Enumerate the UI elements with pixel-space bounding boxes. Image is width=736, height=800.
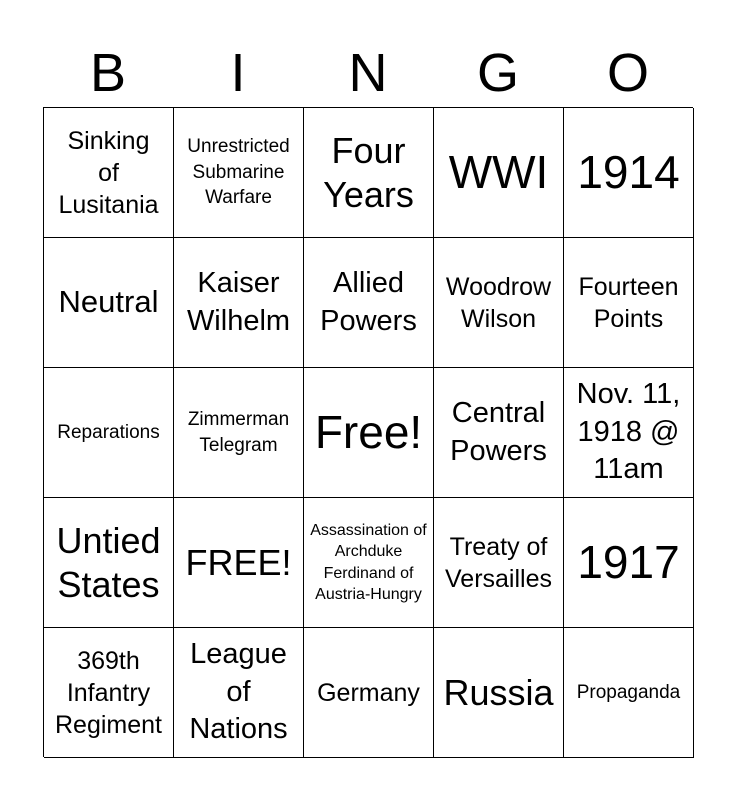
bingo-cell[interactable] (174, 108, 304, 238)
bingo-cell[interactable] (564, 368, 694, 498)
bingo-cell[interactable] (44, 498, 174, 628)
header-letter-n: N (348, 43, 388, 103)
cell-text: Fourteen Points (578, 272, 679, 333)
bingo-cell[interactable] (434, 498, 564, 628)
cell-text: Four Years (323, 130, 414, 215)
bingo-cell[interactable] (44, 108, 174, 238)
cell-text: League of Nations (189, 637, 288, 746)
cell-text: 369th Infantry Regiment (55, 646, 162, 739)
cell-text: Germany (317, 678, 420, 707)
bingo-cell[interactable] (434, 368, 564, 498)
cell-text: Woodrow Wilson (445, 272, 552, 333)
header-letter-g: G (476, 43, 519, 103)
bingo-cell[interactable] (44, 628, 174, 758)
bingo-cell[interactable] (44, 238, 174, 368)
header-letter-i: I (230, 43, 246, 103)
bingo-cell[interactable] (304, 108, 434, 238)
cell-text: Central Powers (450, 396, 547, 467)
bingo-cell[interactable] (174, 238, 304, 368)
bingo-cell[interactable] (44, 368, 174, 498)
cell-text: Kaiser Wilhelm (186, 266, 291, 337)
cell-text: Unrestricted Submarine Warfare (187, 135, 290, 209)
cell-text: 1917 (577, 536, 680, 589)
bingo-header (43, 40, 693, 106)
free-space[interactable] (304, 368, 434, 498)
bingo-cell[interactable] (174, 368, 304, 498)
cell-text: Sinking of Lusitania (58, 126, 159, 219)
cell-text: FREE! (185, 541, 292, 583)
cell-text: Free! (314, 406, 423, 459)
bingo-cell[interactable] (434, 108, 564, 238)
bingo-cell[interactable] (174, 628, 304, 758)
header-letter-o: O (606, 43, 649, 103)
cell-text: Treaty of Versailles (445, 532, 552, 593)
bingo-cell[interactable] (434, 628, 564, 758)
bingo-cell[interactable] (434, 238, 564, 368)
cell-text: Assassination of Archduke Ferdinand of Austria-Hungry (310, 522, 427, 603)
cell-text: 1914 (577, 146, 680, 199)
cell-text: Neutral (58, 284, 159, 320)
cell-text: Reparations (57, 421, 160, 443)
bingo-cell[interactable] (564, 238, 694, 368)
bingo-cell[interactable] (304, 628, 434, 758)
bingo-cell[interactable] (564, 108, 694, 238)
bingo-cell[interactable] (304, 238, 434, 368)
cell-text: Zimmerman Telegram (187, 408, 290, 456)
bingo-board (43, 107, 693, 757)
cell-text: Propaganda (576, 681, 681, 703)
cell-text: Untied States (56, 520, 161, 605)
cell-text: Nov. 11, 1918 @ 11am (576, 377, 681, 486)
bingo-cell[interactable] (564, 628, 694, 758)
cell-text: Russia (443, 671, 554, 713)
free-space[interactable] (174, 498, 304, 628)
cell-text: WWI (448, 146, 549, 199)
bingo-cell[interactable] (564, 498, 694, 628)
cell-text: Allied Powers (320, 266, 417, 337)
header-letter-b: B (89, 43, 127, 103)
bingo-cell[interactable] (304, 498, 434, 628)
